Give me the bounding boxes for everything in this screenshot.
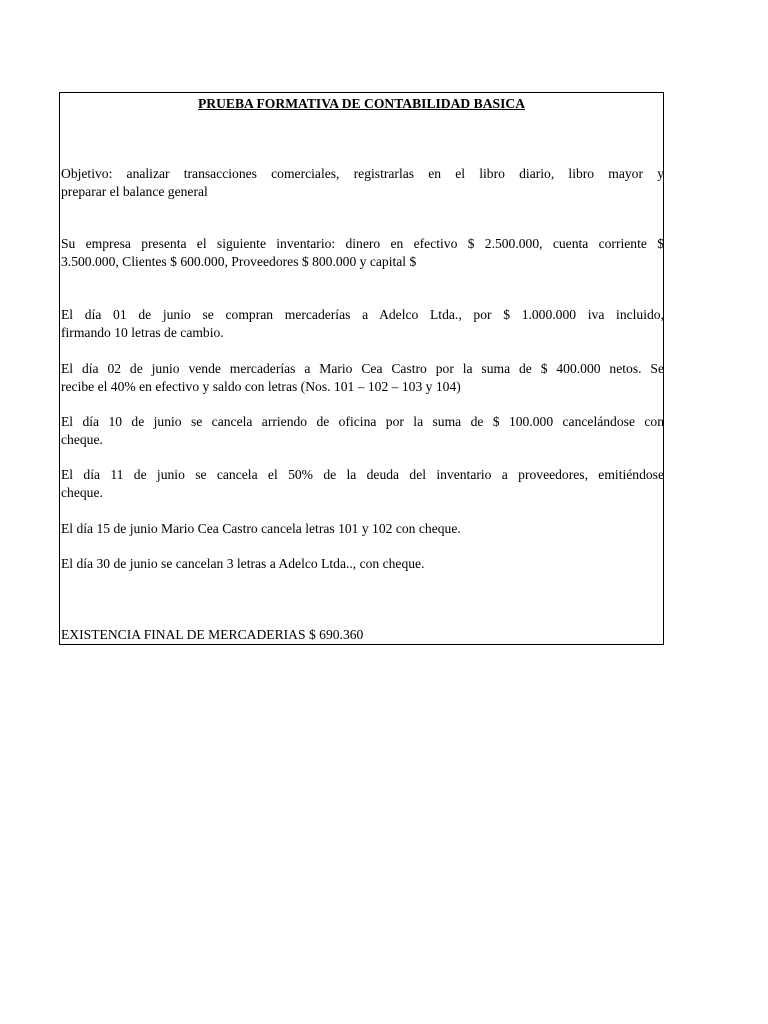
inventory-line-1: Su empresa presenta el siguiente inventario: dinero en efectivo $ 2.500.000, cuenta corriente $ [61, 236, 664, 251]
final-stock-line: EXISTENCIA FINAL DE MERCADERIAS $ 690.360 [61, 627, 364, 642]
transaction-4-line-1: El día 11 de junio se cancela el 50% de la deuda del inventario a proveedores, emitiéndose [61, 467, 664, 482]
document-title: PRUEBA FORMATIVA DE CONTABILIDAD BASICA [197, 96, 526, 111]
transaction-6-line-1: El día 30 de junio se cancelan 3 letras a Adelco Ltda.., con cheque. [61, 556, 425, 571]
transaction-3-line-2: cheque. [61, 432, 103, 447]
transaction-2-line-2: recibe el 40% en efectivo y saldo con letras (Nos. 101 – 102 – 103 y 104) [61, 379, 461, 394]
transaction-2-line-1: El día 02 de junio vende mercaderías a Mario Cea Castro por la suma de $ 400.000 netos. Se [61, 361, 664, 376]
transaction-1-line-2: firmando 10 letras de cambio. [61, 325, 224, 340]
transaction-5-line-1: El día 15 de junio Mario Cea Castro cancela letras 101 y 102 con cheque. [61, 521, 461, 536]
objective-line-1: Objetivo: analizar transacciones comerciales, registrarlas en el libro diario, libro mayor y [61, 166, 664, 181]
exam-box [59, 92, 664, 645]
transaction-3-line-1: El día 10 de junio se cancela arriendo de oficina por la suma de $ 100.000 cancelándose con [61, 414, 664, 429]
inventory-line-2: 3.500.000, Clientes $ 600.000, Proveedores $ 800.000 y capital $ [61, 254, 417, 269]
transaction-4-line-2: cheque. [61, 485, 103, 500]
transaction-1-line-1: El día 01 de junio se compran mercaderías a Adelco Ltda., por $ 1.000.000 iva incluido, [61, 307, 664, 322]
objective-line-2: preparar el balance general [61, 184, 208, 199]
